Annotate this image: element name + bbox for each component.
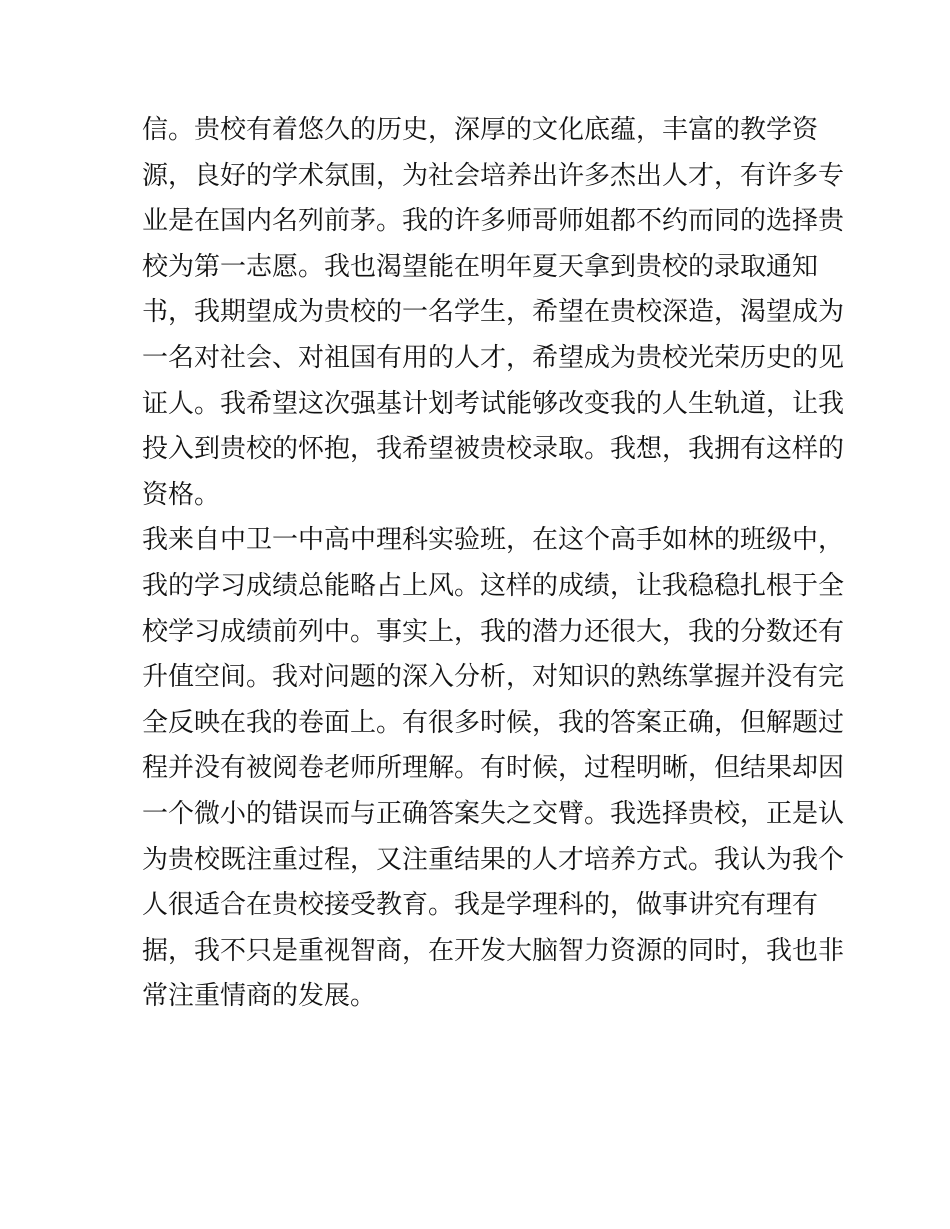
- text-line: 一个微小的错误而与正确答案失之交臂。我选择贵校，正是认: [142, 798, 845, 829]
- text-line: 业是在国内名列前茅。我的许多师哥师姐都不约而同的选择贵: [142, 206, 845, 237]
- text-line: 源，良好的学术氛围，为社会培养出许多杰出人才，有许多专: [142, 160, 845, 191]
- text-line: 为贵校既注重过程，又注重结果的人才培养方式。我认为我个: [142, 844, 845, 875]
- text-line: 校学习成绩前列中。事实上，我的潜力还很大，我的分数还有: [142, 616, 845, 647]
- text-line: 我的学习成绩总能略占上风。这样的成绩，让我稳稳扎根于全: [142, 570, 845, 601]
- text-line: 程并没有被阅卷老师所理解。有时候，过程明晰，但结果却因: [142, 753, 845, 784]
- text-line: 我来自中卫一中高中理科实验班，在这个高手如林的班级中，: [142, 525, 845, 556]
- text-line: 投入到贵校的怀抱，我希望被贵校录取。我想，我拥有这样的: [142, 434, 845, 465]
- text-line: 常注重情商的发展。: [142, 981, 377, 1012]
- text-line: 校为第一志愿。我也渴望能在明年夏天拿到贵校的录取通知: [142, 251, 819, 282]
- text-line: 人很适合在贵校接受教育。我是学理科的，做事讲究有理有: [142, 890, 819, 921]
- text-line: 据，我不只是重视智商，在开发大脑智力资源的同时，我也非: [142, 935, 845, 966]
- text-line: 一名对社会、对祖国有用的人才，希望成为贵校光荣历史的见: [142, 342, 845, 373]
- text-line: 升值空间。我对问题的深入分析，对知识的熟练掌握并没有完: [142, 662, 845, 693]
- text-line: 全反映在我的卷面上。有很多时候，我的答案正确，但解题过: [142, 707, 845, 738]
- text-line: 资格。: [142, 479, 221, 510]
- text-line: 书，我期望成为贵校的一名学生，希望在贵校深造，渴望成为: [142, 297, 845, 328]
- text-line: 信。贵校有着悠久的历史，深厚的文化底蕴，丰富的教学资: [142, 115, 819, 145]
- body-text: [142, 108, 845, 1020]
- text-line: 证人。我希望这次强基计划考试能够改变我的人生轨道，让我: [142, 388, 845, 419]
